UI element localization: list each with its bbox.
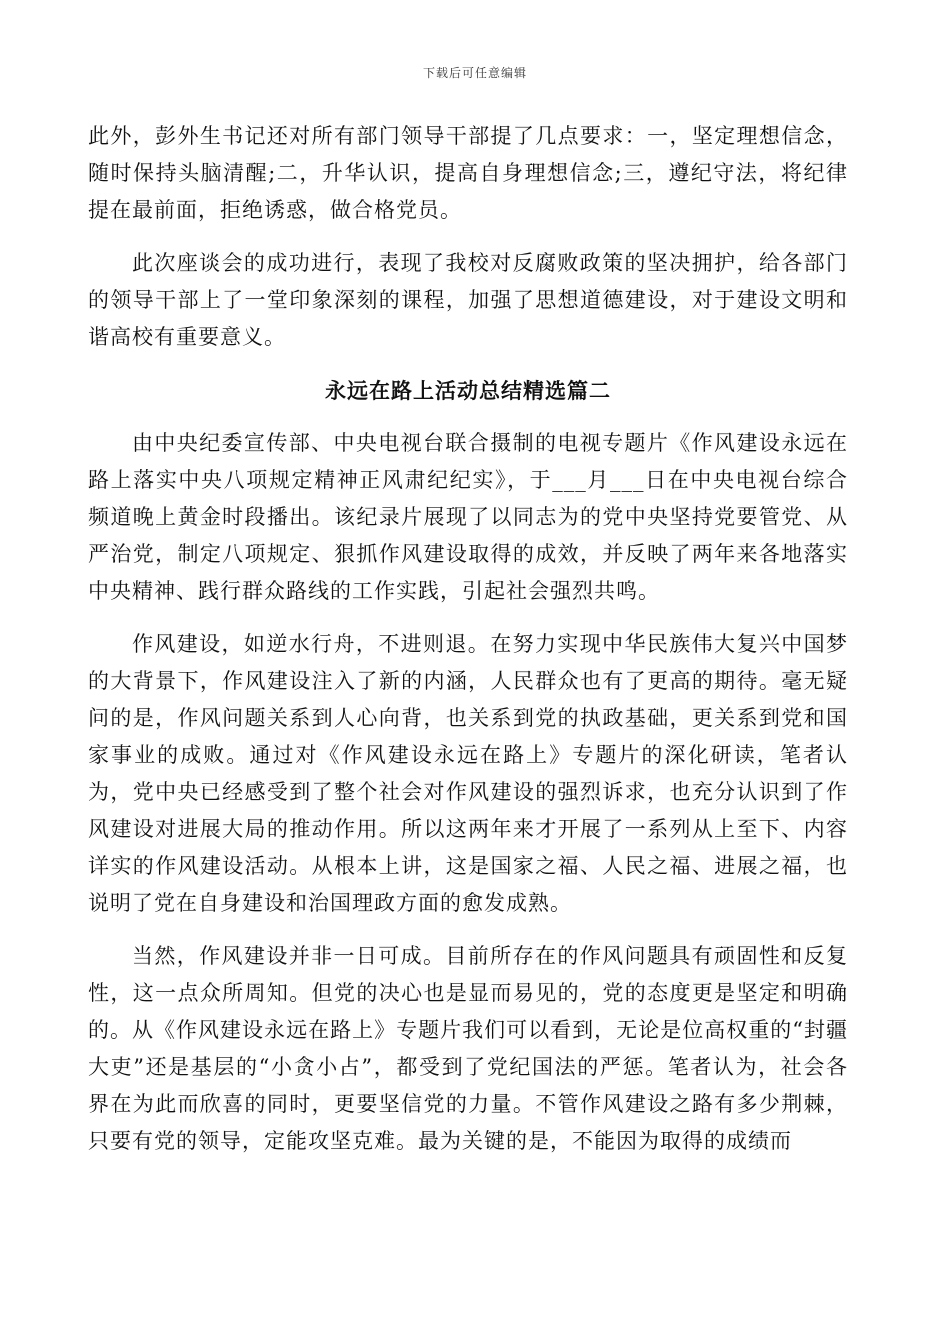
paragraph-persistence: 当然，作风建设并非一日可成。目前所存在的作风问题具有顽固性和反复性，这一点众所周知。但党的决心也是显而易见的，党的态度更是坚定和明确的。从《作风建设永远在路上》专题片我们可以看到，无论是位高权重的“封疆大吏”还是基层的“小贪小占”，都受到了党纪国法的严惩。笔者认为，社会各界在为此而欣喜的同时，更要坚信党的力量。不管作风建设之路有多少荆棘，只要有党的领导，定能攻坚克难。最为关键的是，不能因为取得的成绩而	[88, 944, 848, 1153]
paragraph-requirements: 此外，彭外生书记还对所有部门领导干部提了几点要求：一，坚定理想信念，随时保持头脑清醒;二，升华认识，提高自身理想信念;三，遵纪守法，将纪律提在最前面，拒绝诱惑，做合格党员。	[88, 124, 848, 222]
paragraph-documentary-intro: 由中央纪委宣传部、中央电视台联合摄制的电视专题片《作风建设永远在路上落实中央八项规定精神正风肃纪纪实》，于___月___日在中央电视台综合频道晚上黄金时段播出。该纪录片展现了以同志为的党中央坚持党要管党、从严治党，制定八项规定、狠抓作风建设取得的成效，并反映了两年来各地落实中央精神、践行群众路线的工作实践，引起社会强烈共鸣。	[88, 431, 848, 603]
document-body	[88, 118, 848, 1176]
paragraph-style-construction: 作风建设，如逆水行舟，不进则退。在努力实现中华民族伟大复兴中国梦的大背景下，作风建设注入了新的内涵，人民群众也有了更高的期待。毫无疑问的是，作风问题关系到人心向背，也关系到党的执政基础，更关系到党和国家事业的成败。通过对《作风建设永远在路上》专题片的深化研读，笔者认为，党中央已经感受到了整个社会对作风建设的强烈诉求，也充分认识到了作风建设对进展大局的推动作用。所以这两年来才开展了一系列从上至下、内容详实的作风建设活动。从根本上讲，这是国家之福、人民之福、进展之福，也说明了党在自身建设和治国理政方面的愈发成熟。	[88, 632, 848, 915]
page-header-watermark: 下载后可任意编辑	[422, 66, 527, 80]
section-title: 永远在路上活动总结精选篇二	[325, 378, 611, 403]
paragraph-meeting-significance: 此次座谈会的成功进行，表现了我校对反腐败政策的坚决拥护，给各部门的领导干部上了一堂印象深刻的课程，加强了思想道德建设，对于建设文明和谐高校有重要意义。	[88, 251, 848, 349]
